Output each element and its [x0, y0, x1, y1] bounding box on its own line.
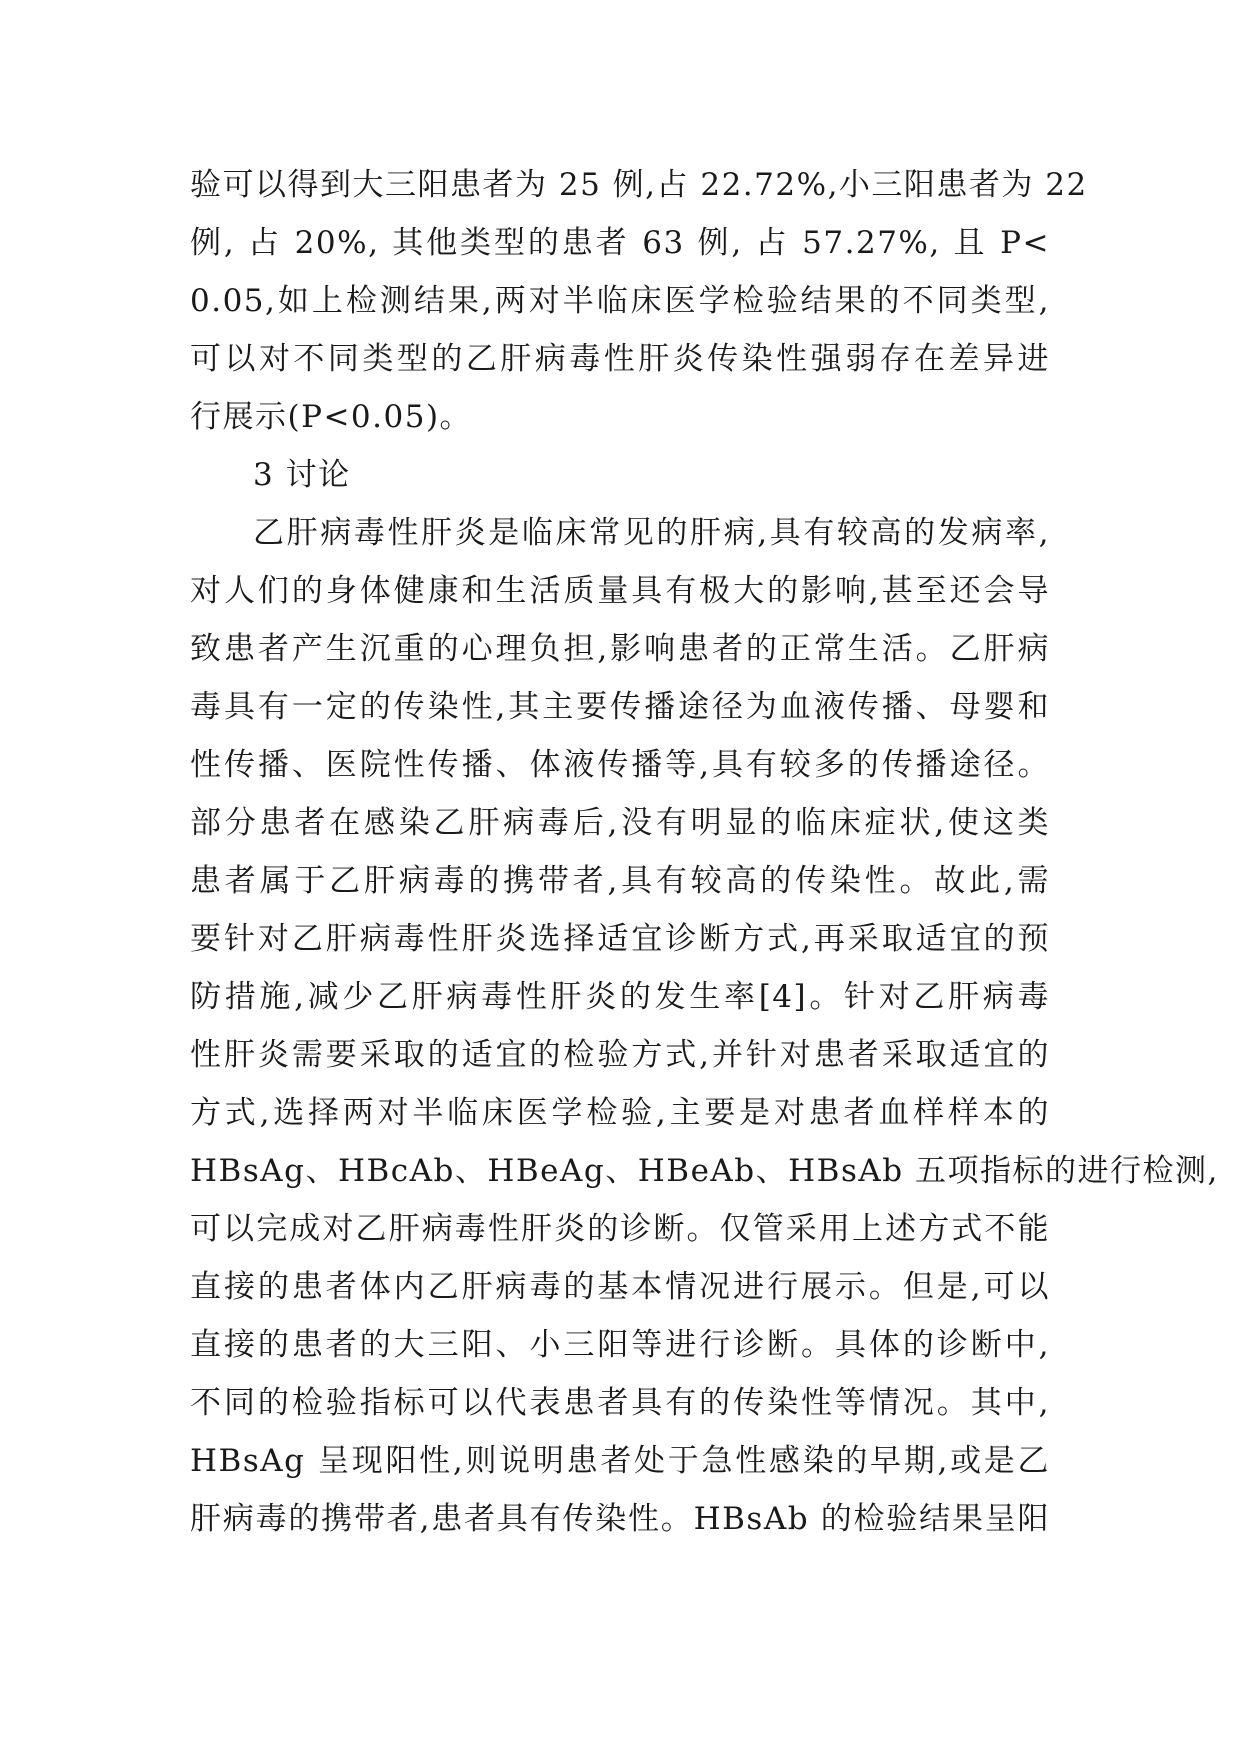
- body-text-line: 可以完成对乙肝病毒性肝炎的诊断。仅管采用上述方式不能: [190, 1211, 1050, 1247]
- body-text-line: 验可以得到大三阳患者为 25 例,占 22.72%,小三阳患者为 22: [190, 167, 1088, 203]
- body-text-line: HBsAg 呈现阳性,则说明患者处于急性感染的早期,或是乙: [190, 1443, 1050, 1479]
- body-text-line: 要针对乙肝病毒性肝炎选择适宜诊断方式,再采取适宜的预: [190, 921, 1050, 957]
- body-text-line: 行展示(P<0.05)。: [190, 399, 473, 435]
- paragraph-first-line: 乙肝病毒性肝炎是临床常见的肝病,具有较高的发病率,: [253, 515, 1050, 551]
- body-text-line: 直接的患者的大三阳、小三阳等进行诊断。具体的诊断中,: [190, 1327, 1050, 1363]
- section-heading: 3 讨论: [253, 457, 351, 493]
- body-text-line: 致患者产生沉重的心理负担,影响患者的正常生活。乙肝病: [190, 631, 1050, 667]
- body-text-line: 肝病毒的携带者,患者具有传染性。HBsAb 的检验结果呈阳: [190, 1501, 1050, 1537]
- body-text-line: 0.05,如上检测结果,两对半临床医学检验结果的不同类型,: [190, 283, 1050, 319]
- body-text-line: 不同的检验指标可以代表患者具有的传染性等情况。其中,: [190, 1385, 1050, 1421]
- body-text-line: 例, 占 20%, 其他类型的患者 63 例, 占 57.27%, 且 P<: [190, 225, 1050, 261]
- body-text-line: 可以对不同类型的乙肝病毒性肝炎传染性强弱存在差异进: [190, 341, 1050, 377]
- body-text-line: 直接的患者体内乙肝病毒的基本情况进行展示。但是,可以: [190, 1269, 1050, 1305]
- body-text-line: 性传播、医院性传播、体液传播等,具有较多的传播途径。: [190, 747, 1050, 783]
- body-text-line: 患者属于乙肝病毒的携带者,具有较高的传染性。故此,需: [190, 863, 1050, 899]
- body-text-line: 性肝炎需要采取的适宜的检验方式,并针对患者采取适宜的: [190, 1037, 1050, 1073]
- body-text-line: 方式,选择两对半临床医学检验,主要是对患者血样样本的: [190, 1095, 1050, 1131]
- body-text-line: 部分患者在感染乙肝病毒后,没有明显的临床症状,使这类: [190, 805, 1050, 841]
- body-text-line: HBsAg、HBcAb、HBeAg、HBeAb、HBsAb 五项指标的进行检测,: [190, 1153, 1219, 1189]
- body-text-line: 防措施,减少乙肝病毒性肝炎的发生率[4]。针对乙肝病毒: [190, 979, 1050, 1015]
- body-text-line: 对人们的身体健康和生活质量具有极大的影响,甚至还会导: [190, 573, 1050, 609]
- body-text-line: 毒具有一定的传染性,其主要传播途径为血液传播、母婴和: [190, 689, 1050, 725]
